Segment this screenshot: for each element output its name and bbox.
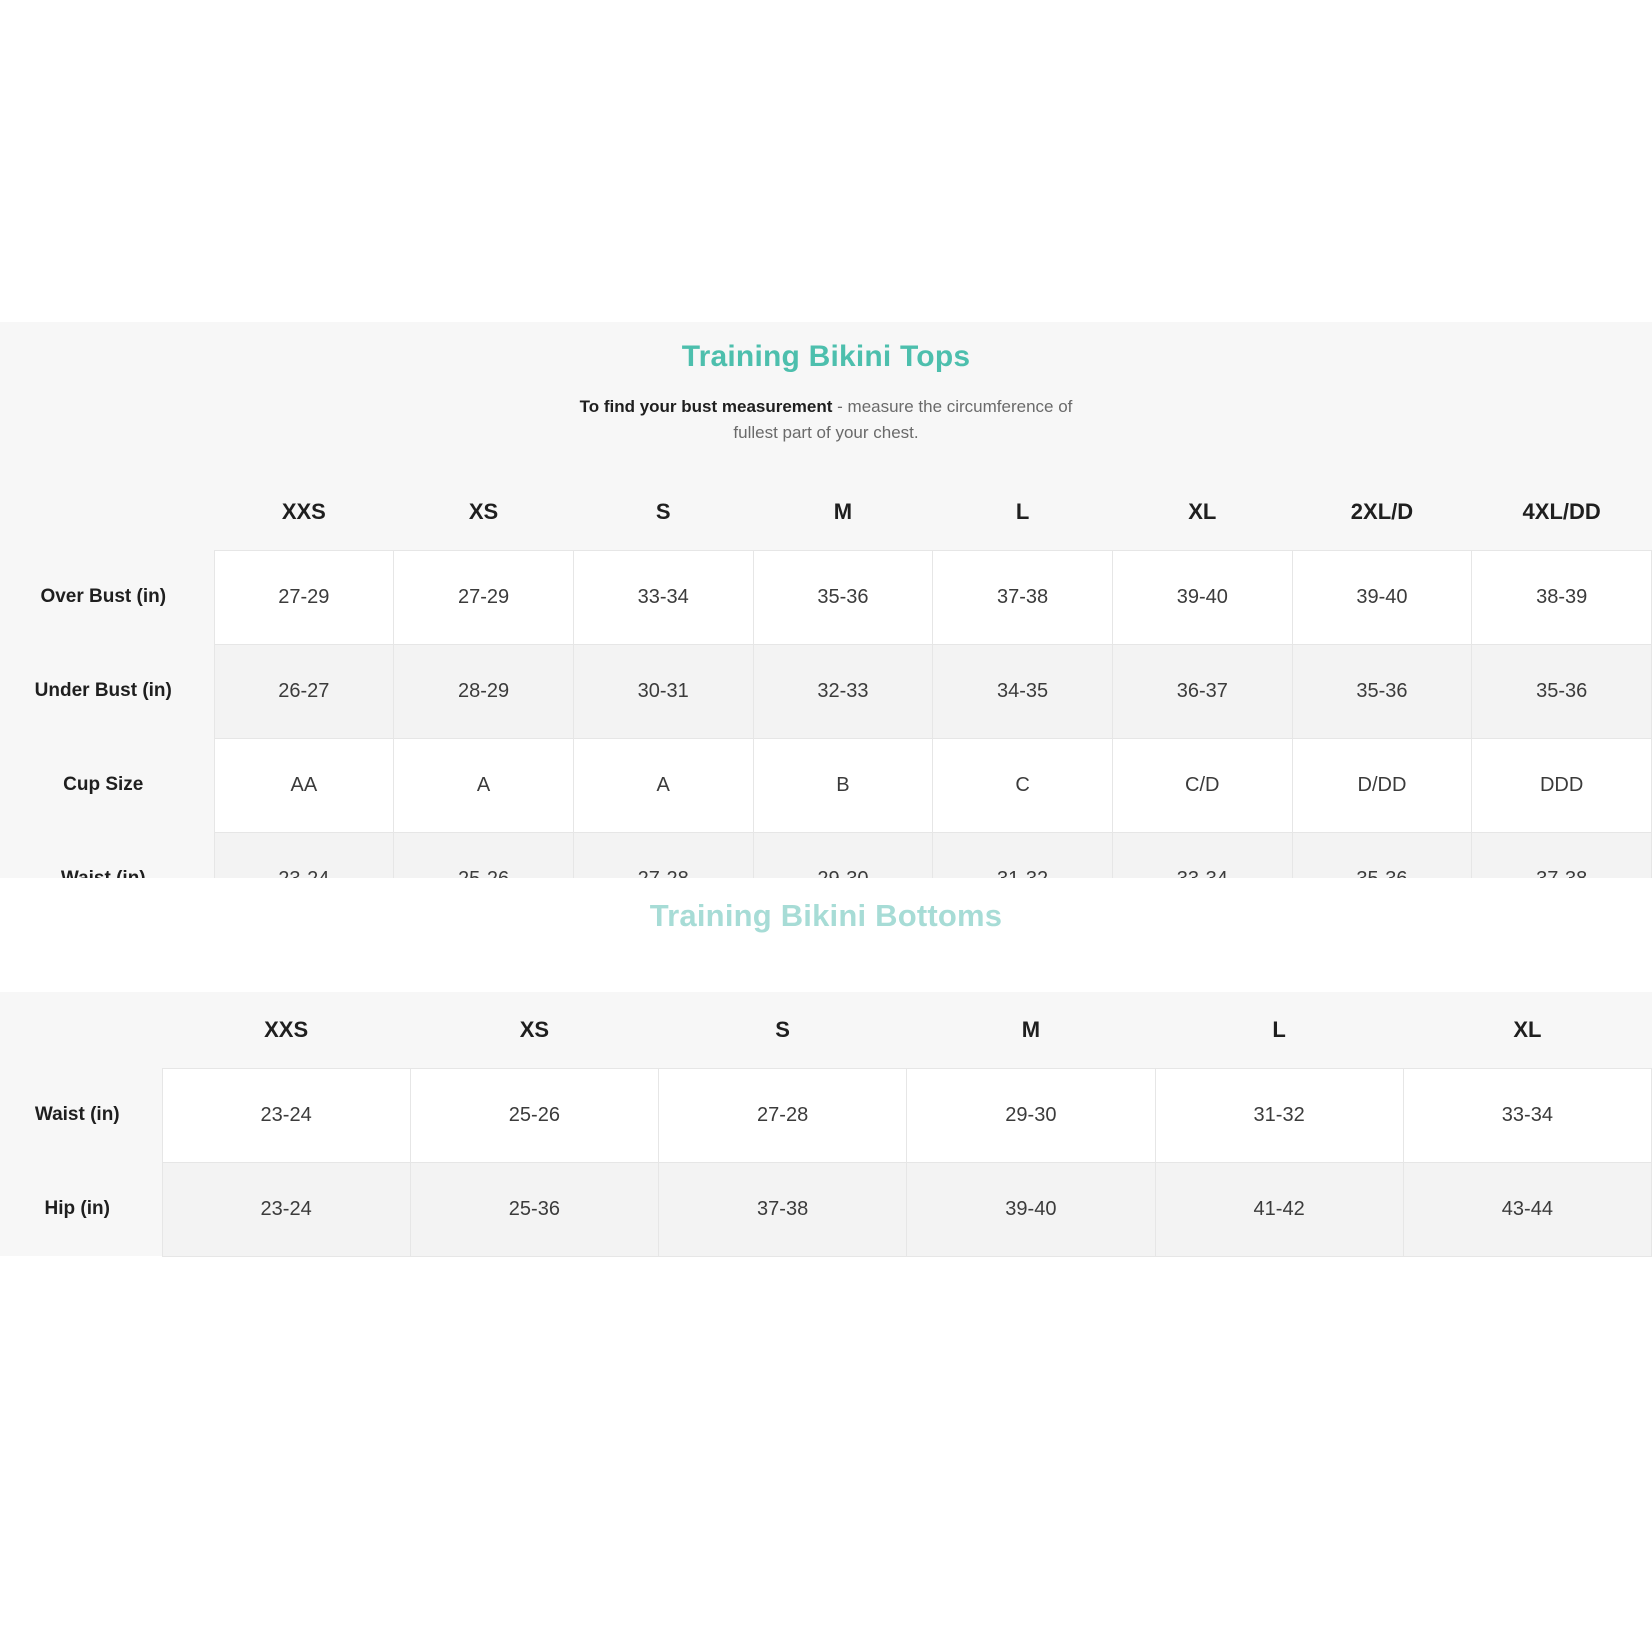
bottoms-cell-waist-xs: 25-26	[410, 1068, 658, 1162]
bottoms-cell-hip-l: 41-42	[1155, 1162, 1403, 1256]
tops-cell-over-bust-xxs: 27-29	[214, 550, 394, 644]
tops-measure-note-rest: - measure the circumference of	[832, 397, 1073, 416]
bottoms-col-xl: XL	[1403, 992, 1651, 1068]
table-row	[0, 550, 1652, 644]
bottoms-header	[0, 878, 1652, 990]
tops-cell-cup-size-l: C	[933, 738, 1113, 832]
tops-cell-cup-size-4xldd: DDD	[1472, 738, 1652, 832]
bottoms-cell-hip-xl: 43-44	[1403, 1162, 1651, 1256]
tops-cell-under-bust-4xldd: 35-36	[1472, 644, 1652, 738]
table-row	[0, 1162, 1652, 1256]
tops-cell-under-bust-xxs: 26-27	[214, 644, 394, 738]
tops-col-s: S	[573, 474, 753, 550]
bottoms-header-row	[0, 992, 1652, 1068]
tops-table-corner	[0, 474, 214, 550]
bottoms-title: Training Bikini Bottoms	[649, 898, 1003, 933]
tops-cell-under-bust-xs: 28-29	[394, 644, 574, 738]
tops-col-2xld: 2XL/D	[1292, 474, 1472, 550]
tops-cell-over-bust-l: 37-38	[933, 550, 1113, 644]
tops-col-xs: XS	[394, 474, 574, 550]
tops-cell-under-bust-l: 34-35	[933, 644, 1113, 738]
tops-cell-under-bust-s: 30-31	[573, 644, 753, 738]
tops-col-xl: XL	[1112, 474, 1292, 550]
bottoms-col-xxs: XXS	[162, 992, 410, 1068]
tops-cell-over-bust-s: 33-34	[573, 550, 753, 644]
bottoms-col-m: M	[907, 992, 1155, 1068]
tops-row-label-over-bust: Over Bust (in)	[0, 550, 214, 644]
tops-col-l: L	[933, 474, 1113, 550]
tops-cell-cup-size-s: A	[573, 738, 753, 832]
bottoms-col-xs: XS	[410, 992, 658, 1068]
table-row	[0, 1068, 1652, 1162]
bottoms-col-s: S	[659, 992, 907, 1068]
tops-cell-cup-size-xl: C/D	[1112, 738, 1292, 832]
bottoms-cell-waist-xl: 33-34	[1403, 1068, 1651, 1162]
bottoms-size-table	[0, 992, 1652, 1257]
bottoms-cell-waist-l: 31-32	[1155, 1068, 1403, 1162]
bottoms-cell-hip-s: 37-38	[659, 1162, 907, 1256]
bottoms-cell-waist-xxs: 23-24	[162, 1068, 410, 1162]
tops-col-m: M	[753, 474, 933, 550]
tops-cell-cup-size-xs: A	[394, 738, 574, 832]
tops-title: Training Bikini Tops	[681, 340, 971, 373]
tops-cell-cup-size-2xld: D/DD	[1292, 738, 1472, 832]
bottoms-cell-hip-m: 39-40	[907, 1162, 1155, 1256]
bottoms-table-corner	[0, 992, 162, 1068]
table-row	[0, 644, 1652, 738]
tops-row-label-cup-size: Cup Size	[0, 738, 214, 832]
tops-row-label-under-bust: Under Bust (in)	[0, 644, 214, 738]
tops-cell-cup-size-m: B	[753, 738, 933, 832]
bottoms-cell-waist-s: 27-28	[659, 1068, 907, 1162]
tops-cell-under-bust-xl: 36-37	[1112, 644, 1292, 738]
tops-cell-over-bust-m: 35-36	[753, 550, 933, 644]
bottoms-cell-waist-m: 29-30	[907, 1068, 1155, 1162]
tops-col-4xldd: 4XL/DD	[1472, 474, 1652, 550]
bottoms-cell-hip-xs: 25-36	[410, 1162, 658, 1256]
tops-header-row	[0, 474, 1652, 550]
table-row	[0, 738, 1652, 832]
tops-measure-note-line2: fullest part of your chest.	[733, 423, 919, 443]
tops-measure-note-bold: To find your bust measurement	[579, 397, 833, 416]
tops-cell-cup-size-xxs: AA	[214, 738, 394, 832]
bottoms-row-label-hip: Hip (in)	[0, 1162, 162, 1256]
tops-header	[0, 322, 1652, 474]
tops-cell-under-bust-m: 32-33	[753, 644, 933, 738]
tops-cell-over-bust-xs: 27-29	[394, 550, 574, 644]
bottoms-row-label-waist: Waist (in)	[0, 1068, 162, 1162]
bottoms-cell-hip-xxs: 23-24	[162, 1162, 410, 1256]
tops-col-xxs: XXS	[214, 474, 394, 550]
tops-cell-over-bust-2xld: 39-40	[1292, 550, 1472, 644]
tops-cell-under-bust-2xld: 35-36	[1292, 644, 1472, 738]
tops-size-table	[0, 474, 1652, 927]
tops-cell-over-bust-xl: 39-40	[1112, 550, 1292, 644]
tops-measure-note	[0, 374, 1652, 447]
bottoms-col-l: L	[1155, 992, 1403, 1068]
tops-cell-over-bust-4xldd: 38-39	[1472, 550, 1652, 644]
